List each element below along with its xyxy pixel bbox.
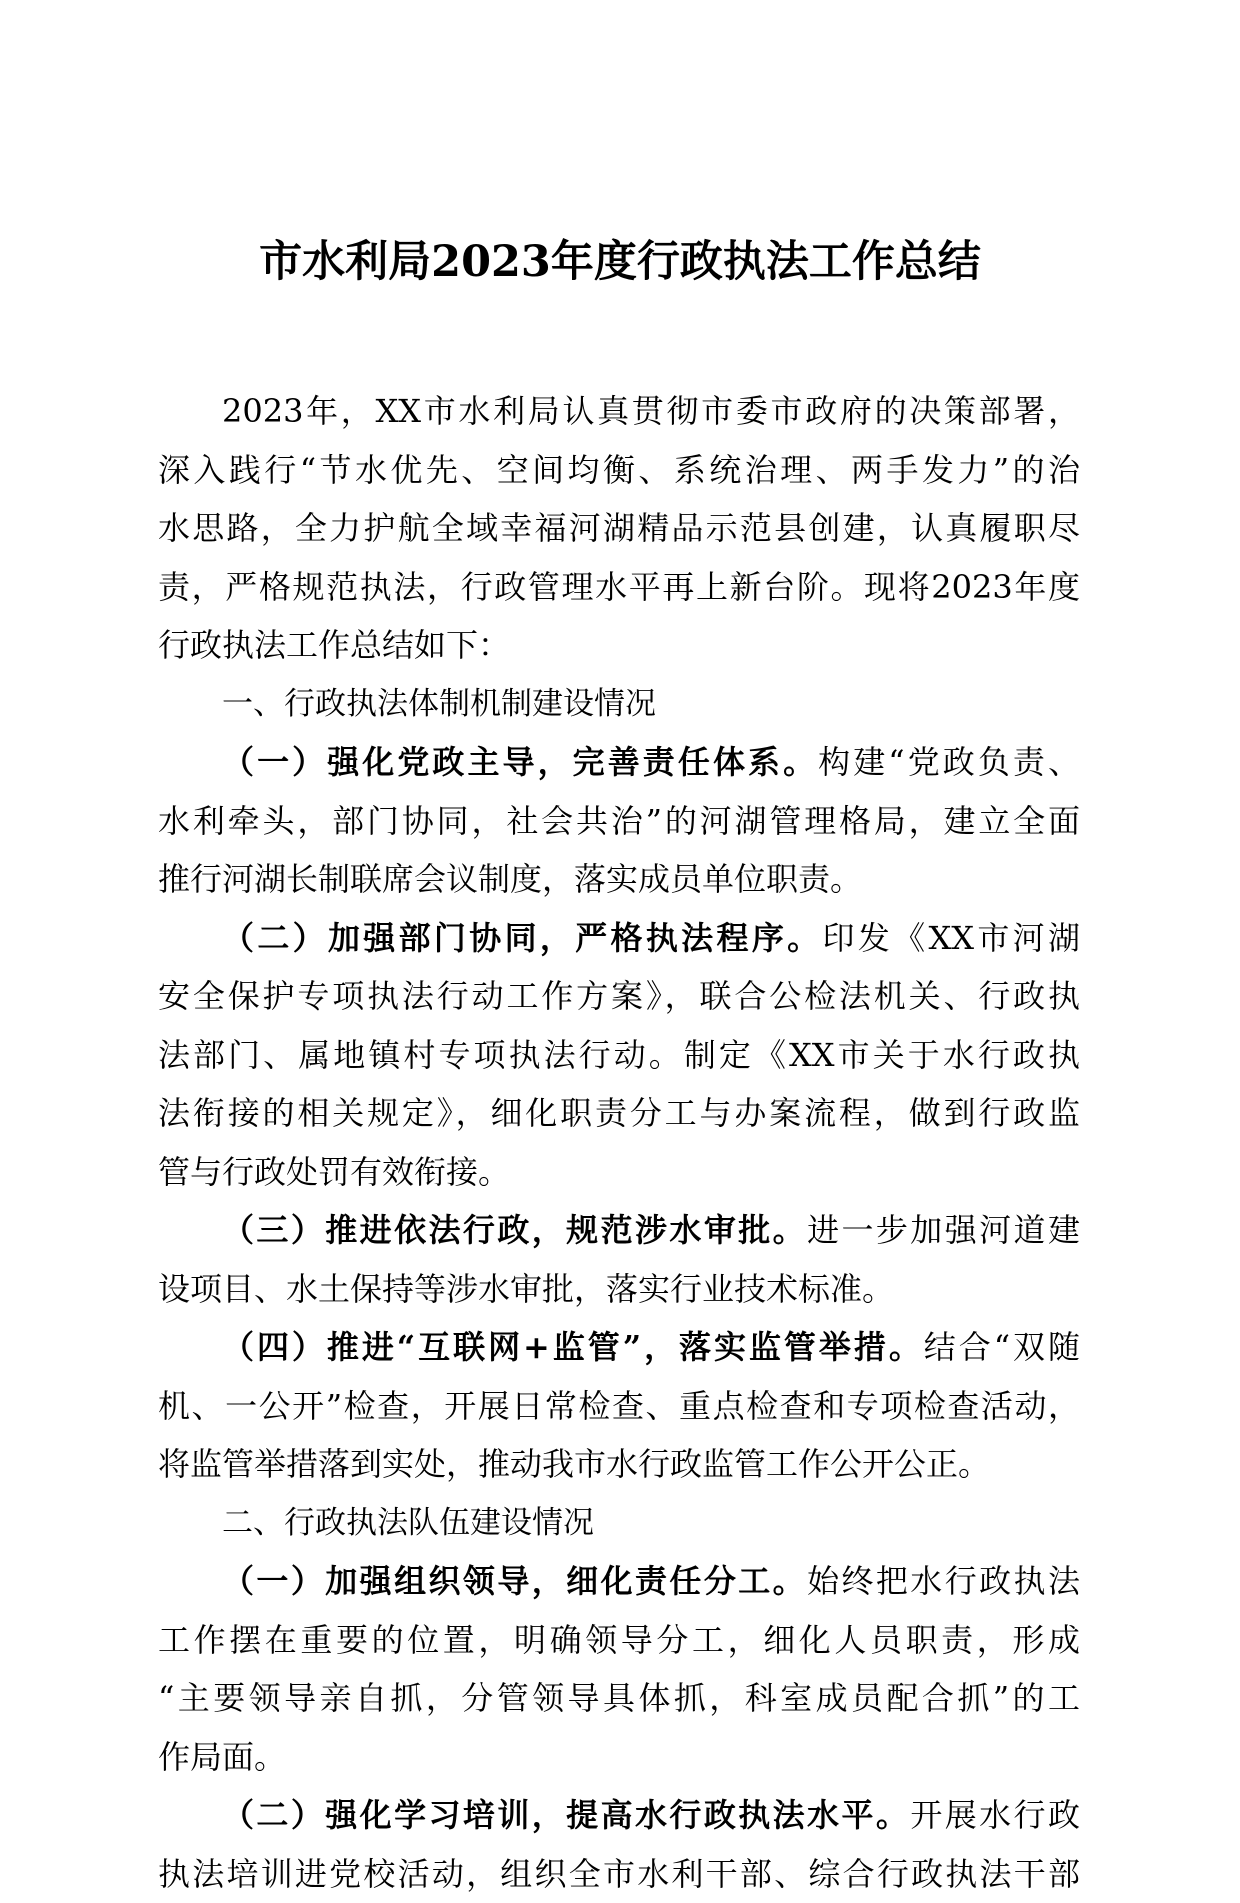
paragraph-line (158, 909, 1080, 968)
subsection-lead: （四）推进“互联网+监管”，落实监管举措。 (222, 1328, 924, 1366)
subsection-lead: （一）加强组织领导，细化责任分工。 (222, 1562, 807, 1600)
line-text: 开展水行政 (910, 1796, 1080, 1834)
paragraph-line (158, 1611, 1080, 1670)
line-text: 执法培训进党校活动，组织全市水利干部、综合行政执法干部 (158, 1855, 1080, 1893)
paragraph-line (158, 1786, 1080, 1845)
paragraph-line (158, 1435, 1080, 1494)
line-text: 机、一公开”检查，开展日常检查、重点检查和专项检查活动， (158, 1387, 1080, 1425)
line-text: 深入践行“节水优先、空间均衡、系统治理、两手发力”的治 (158, 451, 1080, 489)
paragraph-line (158, 382, 1080, 441)
subsection-lead: （一）强化党政主导，完善责任体系。 (222, 743, 818, 781)
paragraph-line (158, 1669, 1080, 1728)
paragraph-line (158, 441, 1080, 500)
line-text: 行政执法工作总结如下： (158, 626, 510, 664)
line-text: 责，严格规范执法，行政管理水平再上新台阶。现将2023年度 (158, 568, 1080, 606)
paragraph-line (158, 1377, 1080, 1436)
line-text: 构建“党政负责、 (818, 743, 1080, 781)
line-text: 一、行政执法体制机制建设情况 (222, 686, 656, 722)
paragraph-line (158, 1728, 1080, 1787)
line-text: 设项目、水土保持等涉水审批，落实行业技术标准。 (158, 1270, 894, 1308)
paragraph-line (158, 616, 1080, 675)
line-text: 工作摆在重要的位置，明确领导分工，细化人员职责，形成 (158, 1621, 1080, 1659)
section-heading (158, 675, 1080, 734)
paragraph-line (158, 967, 1080, 1026)
subsection-lead: （三）推进依法行政，规范涉水审批。 (222, 1211, 807, 1249)
paragraph-line (158, 1201, 1080, 1260)
paragraph-line (158, 850, 1080, 909)
line-text: 安全保护专项执法行动工作方案》，联合公检法机关、行政执 (158, 977, 1080, 1015)
document-body (158, 382, 1080, 1903)
line-text: 2023年，XX市水利局认真贯彻市委市政府的决策部署， (222, 392, 1080, 430)
line-text: 进一步加强河道建 (807, 1211, 1080, 1249)
line-text: 二、行政执法队伍建设情况 (222, 1505, 594, 1541)
document-title: 市水利局2023年度行政执法工作总结 (0, 232, 1240, 292)
paragraph-line (158, 1552, 1080, 1611)
paragraph-line (158, 792, 1080, 851)
paragraph-line (158, 733, 1080, 792)
line-text: 结合“双随 (924, 1328, 1080, 1366)
paragraph-line (158, 1845, 1080, 1903)
paragraph-line (158, 1084, 1080, 1143)
line-text: 水思路，全力护航全域幸福河湖精品示范县创建，认真履职尽 (158, 509, 1080, 547)
subsection-lead: （二）加强部门协同，严格执法程序。 (222, 919, 822, 957)
paragraph-line (158, 1318, 1080, 1377)
line-text: 将监管举措落到实处，推动我市水行政监管工作公开公正。 (158, 1445, 990, 1483)
line-text: 水利牵头，部门协同，社会共治”的河湖管理格局，建立全面 (158, 802, 1080, 840)
line-text: 始终把水行政执法 (807, 1562, 1080, 1600)
line-text: 管与行政处罚有效衔接。 (158, 1153, 510, 1191)
line-text: “主要领导亲自抓，分管领导具体抓，科室成员配合抓”的工 (158, 1679, 1080, 1717)
paragraph-line (158, 558, 1080, 617)
line-text: 推行河湖长制联席会议制度，落实成员单位职责。 (158, 860, 862, 898)
paragraph-line (158, 1143, 1080, 1202)
line-text: 作局面。 (158, 1738, 286, 1776)
section-heading (158, 1494, 1080, 1553)
line-text: 法衔接的相关规定》，细化职责分工与办案流程，做到行政监 (158, 1094, 1080, 1132)
paragraph-line (158, 499, 1080, 558)
line-text: 印发《XX市河湖 (822, 919, 1080, 957)
subsection-lead: （二）强化学习培训，提高水行政执法水平。 (222, 1796, 910, 1834)
paragraph-line (158, 1260, 1080, 1319)
line-text: 法部门、属地镇村专项执法行动。制定《XX市关于水行政执 (158, 1036, 1080, 1074)
paragraph-line (158, 1026, 1080, 1085)
